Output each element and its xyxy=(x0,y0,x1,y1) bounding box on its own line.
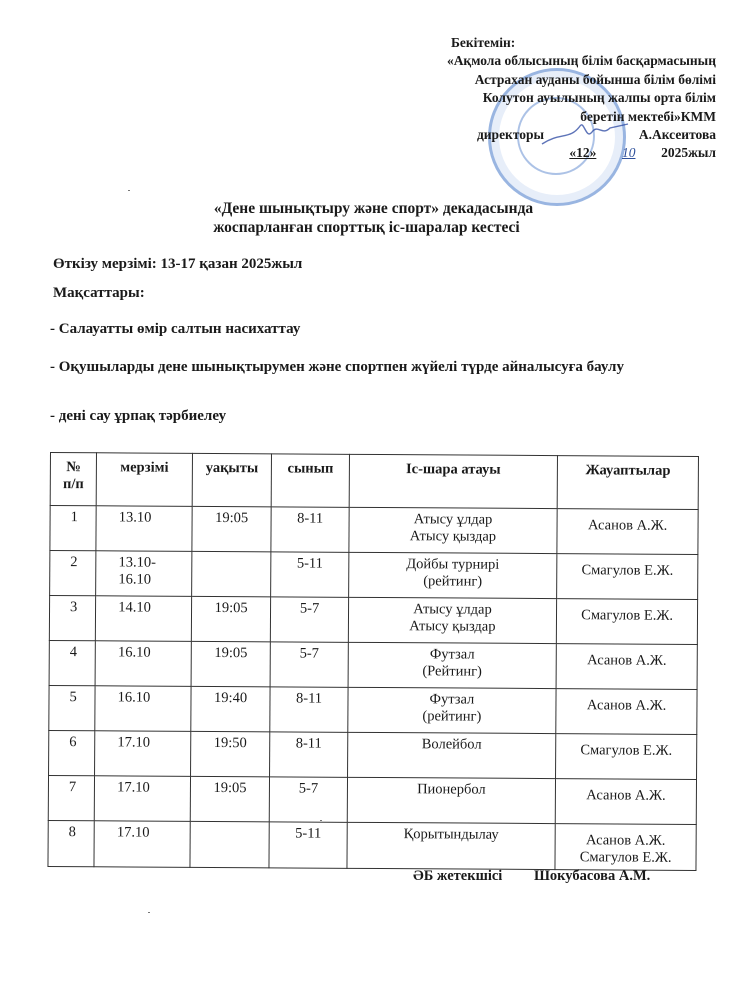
header-number-part: № xyxy=(66,459,81,476)
cell-event xyxy=(348,642,557,688)
cell-number xyxy=(50,551,96,596)
cell-event-line: Қорытындылау xyxy=(403,826,499,843)
cell-event-line: Футзал xyxy=(429,646,475,663)
cell-date xyxy=(96,551,192,597)
table-row xyxy=(49,596,697,645)
cell-grade xyxy=(270,777,348,822)
cell-responsible-line: Смагулов Е.Ж. xyxy=(581,607,674,624)
table-row xyxy=(48,775,696,824)
scan-speck xyxy=(128,190,130,191)
cell-responsible-line: Смагулов Е.Ж. xyxy=(580,742,673,759)
cell-grade-line: 8-11 xyxy=(295,735,322,752)
approval-org-line-3: Колутон ауылының жалпы орта білім xyxy=(482,90,716,106)
cell-responsible xyxy=(555,779,696,825)
cell-grade-line: 8-11 xyxy=(295,690,323,707)
cell-event xyxy=(348,552,557,598)
cell-time-line: 19:40 xyxy=(214,690,248,707)
table-row xyxy=(48,820,696,870)
cell-date-line: 13.10 xyxy=(118,509,152,526)
cell-grade-line: 5-11 xyxy=(295,825,322,842)
cell-number xyxy=(49,685,95,730)
cell-responsible xyxy=(557,599,698,645)
header-responsible: Жауаптылар xyxy=(557,456,698,510)
cell-number xyxy=(49,640,95,685)
cell-time xyxy=(191,686,271,731)
cell-number-line: 4 xyxy=(69,644,78,661)
cell-responsible-line: Асанов А.Ж. xyxy=(587,517,668,534)
cell-responsible-line: Асанов А.Ж. xyxy=(586,697,667,714)
cell-time xyxy=(191,596,271,641)
header-number xyxy=(50,453,97,506)
document-title xyxy=(0,199,733,237)
scan-speck xyxy=(320,820,322,821)
approval-org-line-2: Астрахан ауданы бойынша білім бөлімі xyxy=(474,71,716,87)
table-row xyxy=(50,551,698,600)
cell-number xyxy=(48,775,94,820)
cell-event-line: (рейтинг) xyxy=(423,573,483,590)
cell-date xyxy=(94,821,190,868)
cell-event xyxy=(347,822,556,869)
approval-org-line-1: «Ақмола облысының білім басқармасының xyxy=(446,53,716,69)
cell-responsible xyxy=(557,509,698,555)
cell-event-line: Атысу ұлдар xyxy=(413,511,493,528)
cell-event-line: Футзал xyxy=(429,691,475,708)
table-row xyxy=(50,506,698,555)
cell-date xyxy=(96,596,192,642)
cell-number xyxy=(50,506,96,551)
cell-number-line: 7 xyxy=(68,779,77,796)
signoff-name: Шокубасова А.М. xyxy=(533,868,651,884)
goal-item: - дені сау ұрпақ тәрбиелеу xyxy=(50,408,227,424)
cell-time xyxy=(191,551,271,596)
approval-year: 2025жыл xyxy=(661,145,716,161)
table-header-row xyxy=(50,453,698,510)
cell-date-line: 16.10 xyxy=(117,689,151,706)
cell-grade-line: 5-11 xyxy=(296,555,323,572)
cell-responsible xyxy=(556,689,697,735)
cell-event xyxy=(348,597,557,643)
cell-event-line: Дойбы турнирі xyxy=(406,556,500,573)
title-line-1: «Дене шынықтыру және спорт» декадасында xyxy=(213,200,534,217)
cell-event-line: (Рейтинг) xyxy=(422,663,482,680)
cell-event-line: (рейтинг) xyxy=(422,708,482,725)
cell-event-line: Волейбол xyxy=(421,736,482,753)
signoff xyxy=(413,868,650,885)
cell-number-line: 2 xyxy=(70,554,78,571)
cell-grade xyxy=(269,822,347,868)
cell-number xyxy=(49,730,95,775)
goal-item: - Оқушыларды дене шынықтырумен және спортпен жүйелі түрде айналысуға баулу xyxy=(50,359,624,375)
title-line-2: жоспарланған спорттық іс-шаралар кестесі xyxy=(213,219,520,236)
cell-grade xyxy=(271,597,349,642)
goals-label: Мақсаттары: xyxy=(53,285,145,301)
header-date: мерзімі xyxy=(96,453,192,507)
cell-date-line: 14.10 xyxy=(118,599,151,616)
header-number-part: п/п xyxy=(62,476,84,493)
scan-speck xyxy=(148,912,150,913)
cell-date-line: 17.10 xyxy=(116,824,150,841)
cell-date-line: 17.10 xyxy=(117,734,151,751)
cell-time-line: 19:05 xyxy=(213,780,247,797)
cell-responsible-line: Смагулов Е.Ж. xyxy=(581,562,674,579)
approval-director-line xyxy=(447,126,716,144)
cell-responsible-line: Асанов А.Ж. xyxy=(586,787,666,804)
cell-grade xyxy=(270,642,348,687)
cell-time xyxy=(191,641,271,686)
cell-grade xyxy=(270,687,348,732)
cell-event-line: Атысу қыздар xyxy=(409,618,496,635)
cell-number xyxy=(49,596,95,641)
approval-heading: Бекітемін: xyxy=(450,35,516,50)
cell-grade-line: 5-7 xyxy=(298,780,319,797)
cell-responsible-line: Асанов А.Ж. xyxy=(587,652,667,669)
header-time: уақыты xyxy=(192,453,272,506)
cell-number-line: 5 xyxy=(69,689,77,706)
header-grade: сынып xyxy=(272,454,350,507)
cell-responsible xyxy=(557,554,698,600)
cell-responsible-line: Смагулов Е.Ж. xyxy=(579,849,672,866)
cell-number xyxy=(48,820,94,866)
cell-responsible xyxy=(555,824,696,871)
cell-responsible-line: Асанов А.Ж. xyxy=(585,832,666,849)
cell-grade-line: 8-11 xyxy=(297,510,324,527)
goal-item: - Салауатты өмір салтын насихаттау xyxy=(50,321,301,337)
cell-time-line: 19:05 xyxy=(215,510,249,527)
approval-block xyxy=(447,34,716,163)
cell-time xyxy=(190,776,270,821)
cell-grade-line: 5-7 xyxy=(299,600,320,617)
cell-date-line: 16.10 xyxy=(118,571,152,588)
cell-time-line: 19:05 xyxy=(214,645,248,662)
table-row xyxy=(49,640,697,689)
approval-day: «12» xyxy=(569,145,597,161)
approval-org-line-4: беретін мектебі»КММ xyxy=(580,108,716,124)
cell-time-line: 19:50 xyxy=(213,735,247,752)
cell-event-line: Атысу ұлдар xyxy=(413,601,492,618)
cell-time xyxy=(190,731,270,776)
header-event: Іс-шара атауы xyxy=(349,454,558,508)
cell-grade xyxy=(271,552,349,597)
schedule-table xyxy=(47,452,699,871)
cell-event-line: Атысу қыздар xyxy=(409,528,497,545)
cell-event xyxy=(349,507,558,553)
director-name: А.Аксеитова xyxy=(638,127,716,143)
cell-number-line: 8 xyxy=(68,824,76,841)
cell-date xyxy=(95,731,191,777)
cell-number-line: 1 xyxy=(70,509,78,526)
cell-date-line: 17.10 xyxy=(117,779,150,796)
cell-number-line: 6 xyxy=(69,734,77,751)
table-row xyxy=(49,730,697,779)
cell-event xyxy=(348,687,557,733)
director-title: директоры xyxy=(476,127,545,143)
cell-date xyxy=(94,776,190,822)
signoff-role: ӘБ жетекшісі xyxy=(413,868,503,884)
cell-grade xyxy=(271,507,349,552)
cell-event xyxy=(347,732,556,778)
table-body xyxy=(48,506,698,871)
approval-date-line xyxy=(447,144,716,162)
cell-time-line: 19:05 xyxy=(214,600,248,617)
event-period: Өткізу мерзімі: 13-17 қазан 2025жыл xyxy=(53,256,303,272)
table-row xyxy=(49,685,697,734)
cell-date-line: 13.10- xyxy=(118,554,157,571)
cell-date xyxy=(95,641,191,687)
cell-responsible xyxy=(556,644,697,690)
cell-grade-line: 5-7 xyxy=(299,645,320,662)
cell-responsible xyxy=(556,734,697,780)
cell-date xyxy=(96,506,192,552)
approval-month: 10 xyxy=(621,145,636,161)
cell-event-line: Пионербол xyxy=(417,781,486,798)
cell-event xyxy=(347,777,556,823)
cell-grade xyxy=(270,732,348,777)
cell-number-line: 3 xyxy=(70,599,78,616)
cell-date xyxy=(95,686,191,732)
cell-time xyxy=(190,821,270,867)
cell-time xyxy=(192,506,272,551)
cell-date-line: 16.10 xyxy=(117,644,151,661)
